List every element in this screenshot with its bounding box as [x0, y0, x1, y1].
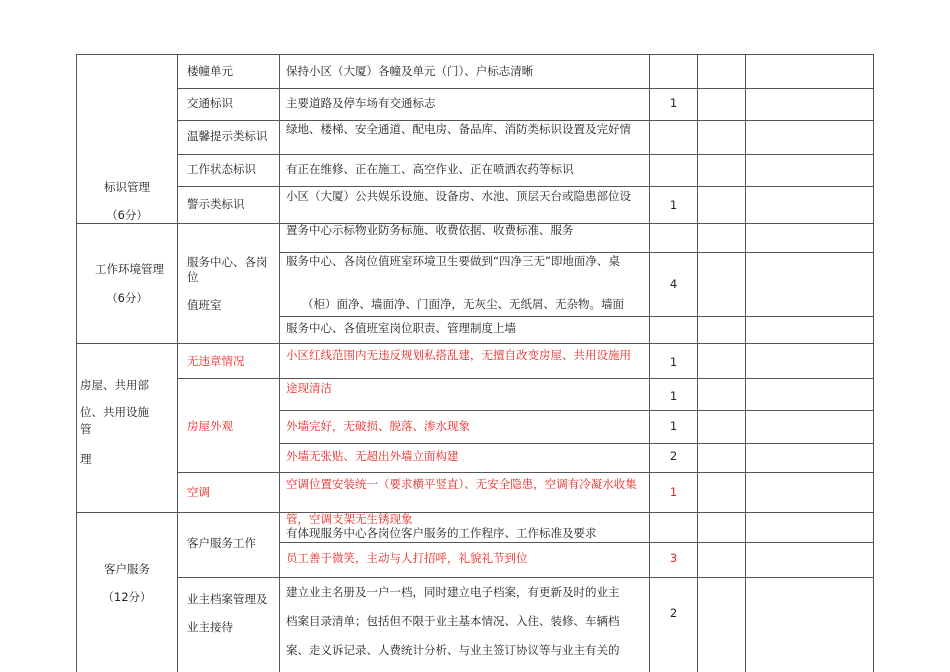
- row16-item1: 业主档案管理及: [187, 592, 268, 606]
- row12-content: 外墙无张贴、无超出外墙立面构建: [286, 449, 459, 463]
- row1-content: 保持小区（大厦）各幢及单元（门）、户标志清晰: [286, 64, 534, 78]
- row3-content: 绿地、楼梯、安全通道、配电房、备品库、消防类标识设置及完好情: [286, 122, 631, 136]
- row15-score: 3: [669, 551, 678, 565]
- section-house-line1: 房屋、共用部: [80, 378, 149, 392]
- row8-content: 服务中心、各值班室岗位职责、管理制度上墙: [286, 321, 516, 335]
- row2-score: 1: [669, 96, 678, 110]
- row5-item: 警示类标识: [187, 197, 245, 211]
- row11-content: 外墙完好，无破损、脱落、渗水现象: [286, 419, 470, 433]
- row5-score: 1: [669, 198, 678, 212]
- row16-score: 2: [669, 606, 678, 620]
- section-signs-title: 标识管理: [104, 180, 150, 194]
- row1-item: 楼幢单元: [187, 64, 233, 78]
- row4-item: 工作状态标识: [187, 162, 256, 176]
- row7-item1: 服务中心、各岗位: [187, 255, 268, 284]
- row16-content2: 档案目录清单；包括但不限于业主基本情况、入住、装修、车辆档: [286, 614, 620, 628]
- section-service-score: （12分）: [102, 590, 152, 604]
- row16-content1: 建立业主名册及一户一档，同时建立电子档案，有更新及时的业主: [286, 585, 620, 599]
- section-house-line3: 管: [80, 422, 92, 436]
- row13-score: 1: [669, 485, 678, 499]
- row10-score: 1: [669, 389, 678, 403]
- row7-score: 4: [669, 277, 678, 291]
- row14-content1: 管，空调支架无生锈现象: [286, 512, 413, 526]
- section-env-title: 工作环境管理: [95, 262, 164, 276]
- row11-item: 房屋外观: [187, 419, 233, 433]
- row5-content: 小区（大厦）公共娱乐设施、设备房、水池、顶层天台或隐患部位设: [286, 189, 631, 203]
- row14-item: 客户服务工作: [187, 536, 256, 550]
- row9-item: 无违章情况: [187, 354, 245, 368]
- section-service-title: 客户服务: [104, 562, 150, 576]
- section-house-line2: 位、共用设施: [80, 405, 149, 419]
- row14-content2: 有体现服务中心各岗位客户服务的工作程序、工作标准及要求: [286, 526, 597, 540]
- row7-item2: 值班室: [187, 298, 222, 312]
- row7-content2: （柜）面净、墙面净、门面净，无灰尘、无纸屑、无杂物。墙面: [302, 297, 624, 311]
- row12-score: 2: [669, 449, 678, 463]
- row13-content: 空调位置安装统一（要求横平竖直）、无安全隐患，空调有冷凝水收集: [286, 477, 637, 491]
- row2-content: 主要道路及停车场有交通标志: [286, 96, 436, 110]
- row3-item: 温馨提示类标识: [187, 129, 268, 143]
- row15-content: 员工善于微笑，主动与人打招呼，礼貌礼节到位: [286, 551, 528, 565]
- row13-item: 空调: [187, 485, 210, 499]
- row10-content: 途现清洁: [286, 381, 332, 395]
- section-house-line4: 理: [80, 452, 92, 466]
- row9-content: 小区红线范围内无违反规划私搭乱建，无擅自改变房屋、共用设施用: [286, 348, 631, 362]
- row16-content3: 案、走义诉记录、人费统计分析、与业主签订协议等与业主有关的: [286, 643, 620, 657]
- row9-score: 1: [669, 355, 678, 369]
- row16-item2: 业主接待: [187, 620, 233, 634]
- row11-score: 1: [669, 419, 678, 433]
- row6-content: 置务中心示标物业防务标施、收费依据、收费标准、服务: [286, 223, 574, 237]
- section-signs-score: （6分）: [106, 208, 148, 222]
- row4-content: 有正在维修、正在施工、高空作业、正在喷洒农药等标识: [286, 162, 574, 176]
- section-env-score: （6分）: [106, 291, 148, 305]
- row2-item: 交通标识: [187, 96, 233, 110]
- row7-content1: 服务中心、各岗位值班室环境卫生要做到“四净三无”即地面净、桌: [286, 254, 620, 268]
